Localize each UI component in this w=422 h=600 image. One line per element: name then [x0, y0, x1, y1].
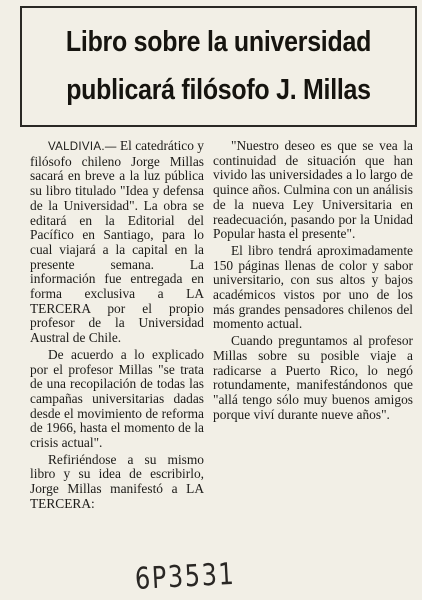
paragraph-1-text: El catedrático y filósofo chileno Jorge Millas sacará en breve a la luz pública su libro titulado "Idea y defensa de la Universidad". La obra se editará en la Editorial del Pacífico en Santiago, para lo cual viajará a la capital en la presente semana. La información fue entregada en forma exclusiva a LA TERCERA por el propio profesor de la Universidad Austral de Chile. — [30, 138, 204, 346]
article-paragraph-5: El libro tendrá aproximadamente 150 páginas llenas de color y sabor universitario, con sus altos y bajos académicos vistos por uno de los más grandes pensadores chilenos del momento actual. — [213, 242, 413, 332]
handwritten-catalog-number: 6P3531 — [134, 556, 237, 597]
article-paragraph-1 — [30, 139, 204, 346]
article-paragraph-4: "Nuestro deseo es que se vea la continuidad de situación que han vivido las universidades a lo largo de quince años. Culmina con un análisis de la nueva Ley Universitaria en readecuación, pasando por la Unidad Popular hasta el presente". — [213, 138, 413, 242]
article-column-left — [30, 139, 204, 514]
article-column-right — [213, 139, 413, 424]
dateline: VALDIVIA.— — [48, 141, 117, 153]
article-paragraph-2: De acuerdo a lo explicado por el profesor Millas "se trata de una recopilación de todas las campañas universitarias dadas desde el movimiento de reforma de 1966, hasta el momento de la crisis actual". — [30, 346, 204, 451]
article-paragraph-6: Cuando preguntamos al profesor Millas sobre su posible viaje a radicarse a Puerto Rico, lo negó rotundamente, manifestándonos que "allá tengo sólo muy buenos amigos porque viví durante nueve años". — [213, 333, 413, 422]
headline-box — [20, 6, 417, 127]
headline-line-1: Libro sobre la universidad — [65, 26, 372, 58]
headline-line-2: publicará filósofo J. Millas — [66, 74, 371, 106]
article-paragraph-3: Refiriéndose a su mismo libro y su idea de escribirlo, Jorge Millas manifestó a LA TERCERA: — [30, 451, 204, 511]
